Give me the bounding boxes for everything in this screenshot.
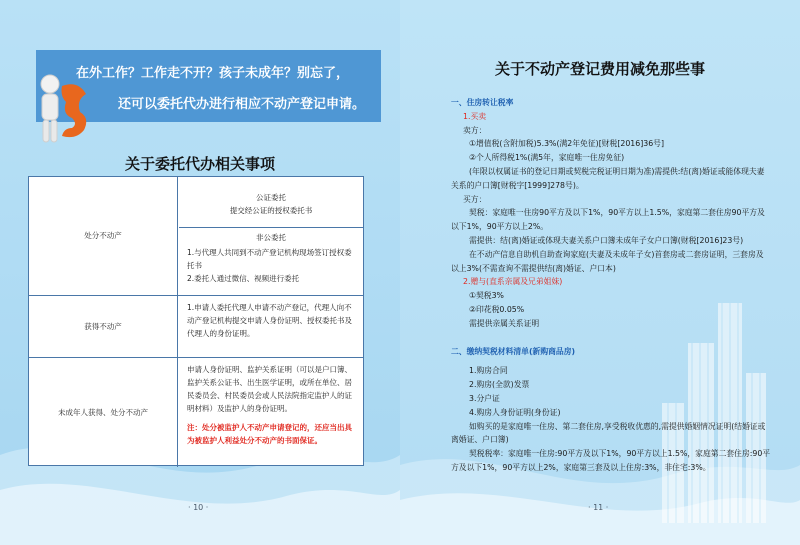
seller-tax-1: ①增值税(含附加税)5.3%(满2年免征)[财税[2016]36号] — [469, 139, 665, 149]
notarized-text: 提交经公证的授权委托书 — [229, 206, 313, 216]
gift-tax-2: ②印花税0.05% — [469, 304, 525, 314]
left-page-title: 关于委托代办相关事项 — [124, 155, 275, 173]
gift-tax-1: ①契税3% — [469, 291, 504, 301]
page-number: · 10 · — [188, 503, 209, 512]
material-item: 3.分户证 — [469, 393, 500, 403]
table-row — [29, 357, 363, 467]
material-item: 4.购房人身份证明(身份证) — [469, 407, 561, 417]
obtain-property-text: 1.申请人委托代理人申请不动产登记，代理人向不动产登记机构提交申请人身份证明、授权委托书及代理人的身份证明。 — [187, 303, 352, 339]
buyer-required-docs: 需提供：结(离)婚证或体现夫妻关系户口簿未成年子女户口簿(财税[2016]23号) — [469, 235, 744, 245]
tax-content — [451, 96, 771, 475]
minor-property-text: 申请人身份证明、监护关系证明（可以是户口簿、监护关系公证书、出生医学证明，或所在单位、居民委员会、村民委员会或人民法院指定监护人的证明材料）及监护人的身份证明。 — [187, 365, 352, 414]
table-row — [29, 177, 363, 295]
row-label: 获得不动产 — [29, 296, 178, 357]
material-item: 1.购房合同 — [469, 366, 508, 376]
non-notarized-heading: 非公委托 — [256, 233, 286, 242]
row-content — [179, 177, 363, 295]
seller-tax-2: ②个人所得税1%(满5年，家庭唯一住房免征) — [469, 153, 625, 163]
row-content — [179, 296, 363, 357]
gift-required-docs: 需提供亲属关系证明 — [469, 318, 540, 328]
seller-label: 卖方： — [463, 125, 487, 135]
non-notarized-item-1: 1.与代理人共同到不动产登记机构现场签订授权委托书 — [187, 248, 352, 271]
section-heading-1: 一、住房转让税率 — [451, 98, 514, 107]
page-number: · 11 · — [588, 503, 609, 512]
row-label: 未成年人获得、处分不动产 — [29, 358, 178, 467]
delegation-table — [28, 176, 364, 466]
minor-property-note: 注：处分被监护人不动产申请登记的，还应当出具为被监护人利益处分不动产的书面保证。 — [187, 422, 352, 445]
section-heading-2: 二、缴纳契税材料清单(新购商品房) — [451, 346, 576, 356]
seller-tax-note: (年限以权属证书的登记日期或契税完税证明日期为准)需提供:结(离)婚证或能体现夫妻关系的户口簿[财税字[1999]278号)。 — [451, 166, 765, 190]
online-query-note: 在不动产信息自助机自助查询家庭(夫妻及未成年子女)首套房或二套房证明，三套房及以上3%(不需查询不需提供结(离)婚证、户口本) — [451, 249, 764, 273]
banner-line-2: 还可以委托代办进行相应不动产登记申请。 — [118, 97, 366, 112]
right-page-title: 关于不动产登记费用减免那些事 — [494, 60, 705, 78]
banner-line-1: 在外工作？工作走不开？孩子未成年？别忘了， — [76, 66, 350, 81]
deed-tax-rate: 契税税率：家庭唯一住房:90平方及以下1%，90平方以上1.5%，家庭第二套住房:90平方及以下1%，90平方以上2%，家庭第三套及以上住房:3%，非住宅:3%。 — [451, 449, 771, 472]
mascot-illustration — [34, 70, 92, 150]
notarized-heading: 公证委托 — [256, 193, 286, 202]
non-notarized-item-2: 2.委托人通过微信、视频进行委托 — [187, 274, 300, 284]
row-label: 处分不动产 — [29, 177, 178, 295]
item-buy-sell: 1.买卖 — [463, 111, 487, 121]
item-gift: 2.赠与(直系亲属及兄弟姐妹) — [463, 277, 563, 287]
row-content — [179, 358, 363, 467]
material-note: 如购买的是家庭唯一住房、第二套住房,享受税收优惠的,需提供婚姻情况证明(结婚证或离婚证、户口簿) — [451, 421, 766, 445]
buyer-label: 买方： — [463, 194, 487, 204]
buyer-deed-tax: 契税：家庭唯一住房90平方及以下1%，90平方以上1.5%，家庭第二套住房90平方及以下1%，90平方以上2%。 — [451, 208, 765, 232]
material-item: 2.购房(全款)发票 — [469, 380, 530, 390]
right-page — [400, 0, 800, 545]
table-row — [29, 295, 363, 357]
